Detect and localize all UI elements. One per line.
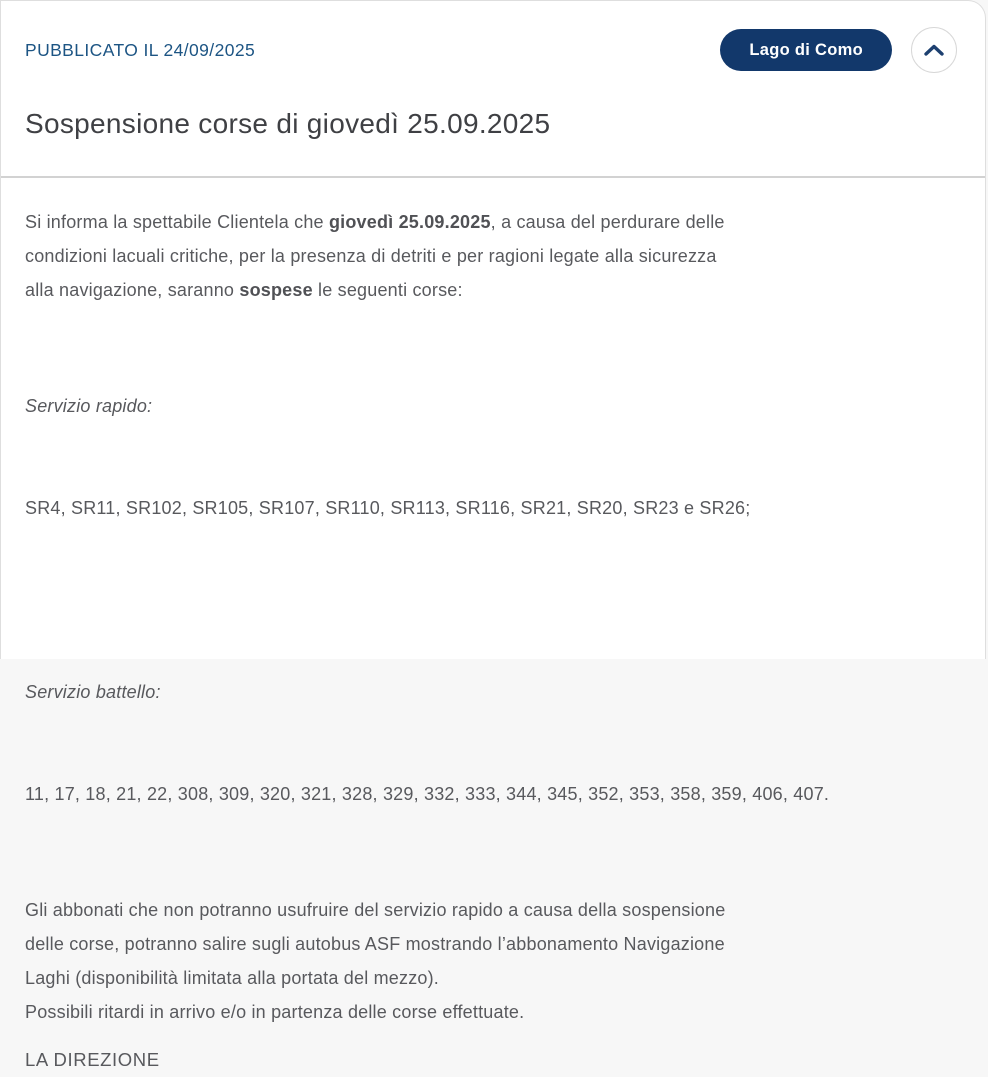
intro-sospese-bold: sospese (239, 280, 313, 300)
abbonati-text: delle corse, potranno salire sugli autobus ASF mostrando l’abbonamento Navigazione (25, 934, 725, 954)
notice-paragraph-abbonati (25, 893, 961, 1029)
intro-text: , a causa del perdurare delle (490, 212, 725, 232)
intro-date-bold: giovedì 25.09.2025 (328, 212, 491, 232)
header-actions (720, 27, 957, 73)
divider (1, 176, 985, 178)
servizio-rapido-label: Servizio rapido: (25, 396, 153, 416)
ritardi-text: Possibili ritardi in arrivo e/o in partenza delle corse effettuate. (25, 1002, 525, 1022)
servizio-battello-block (25, 607, 961, 879)
abbonati-text: Laghi (disponibilità limitata alla portata del mezzo). (25, 968, 440, 988)
intro-text: le seguenti corse: (312, 280, 463, 300)
published-date-label: PUBBLICATO IL 24/09/2025 (25, 39, 256, 60)
servizio-rapido-block (25, 321, 961, 593)
notice-header (25, 27, 961, 73)
servizio-rapido-list: SR4, SR11, SR102, SR105, SR107, SR110, SR113, SR116, SR21, SR20, SR23 e SR26; (25, 498, 751, 518)
chevron-up-icon (923, 43, 945, 57)
lake-tag-button[interactable]: Lago di Como (720, 29, 892, 71)
intro-text: alla navigazione, saranno (25, 280, 240, 300)
servizio-battello-list: 11, 17, 18, 21, 22, 308, 309, 320, 321, 328, 329, 332, 333, 344, 345, 352, 353, 358, 359, 406, 407. (25, 784, 830, 804)
page-title: Sospensione corse di giovedì 25.09.2025 (25, 108, 551, 139)
servizio-battello-label: Servizio battello: (25, 682, 161, 702)
intro-text: condizioni lacuali critiche, per la presenza di detriti e per ragioni legate alla sicurezza (25, 246, 717, 266)
notice-paragraph-intro (25, 205, 961, 307)
abbonati-text: Gli abbonati che non potranno usufruire del servizio rapido a causa della sospensione (25, 900, 726, 920)
intro-text: Si informa la spettabile Clientela che (25, 212, 329, 232)
signature: LA DIREZIONE (25, 1049, 160, 1070)
collapse-toggle-button[interactable] (911, 27, 957, 73)
